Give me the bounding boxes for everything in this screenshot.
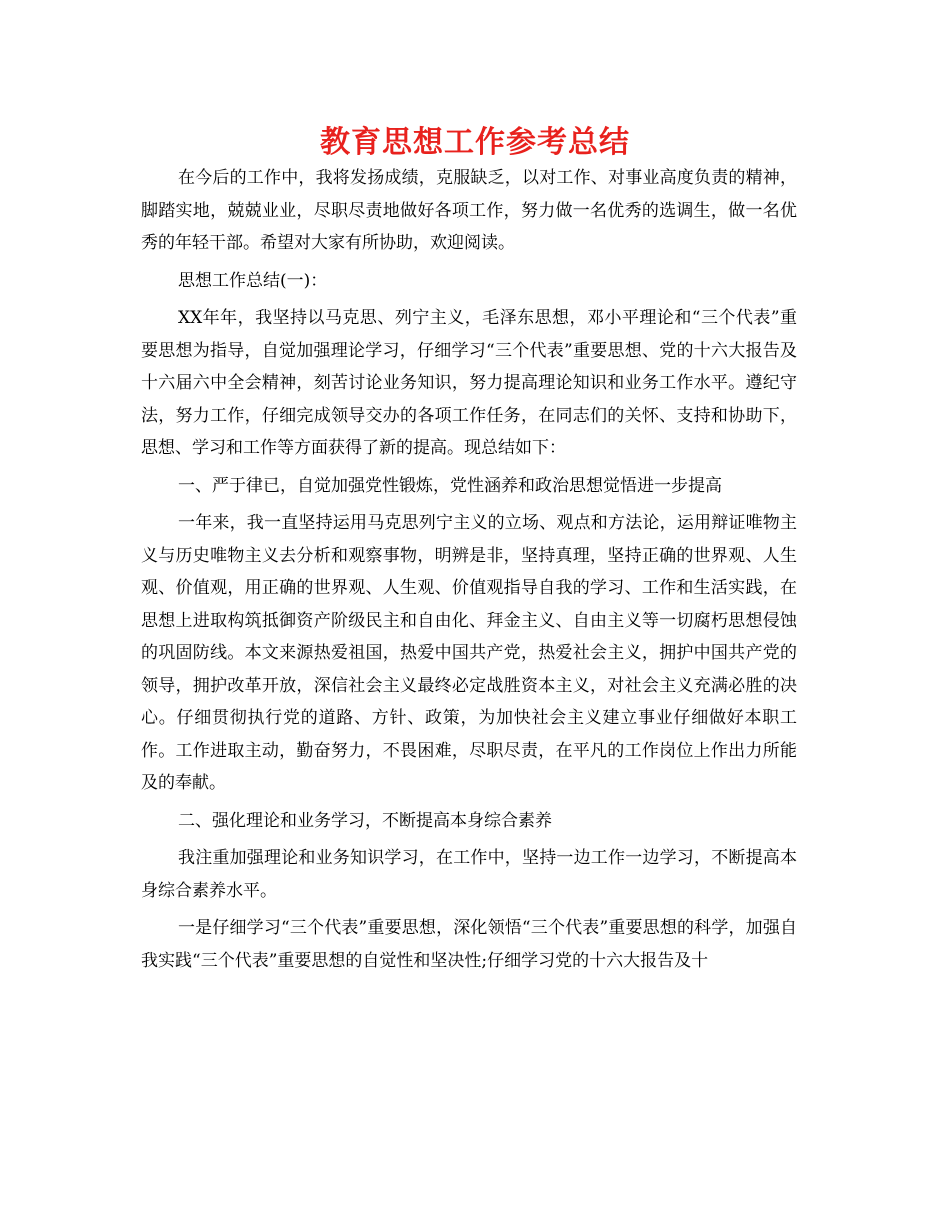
- body-paragraph: 一是仔细学习“三个代表”重要思想，深化领悟“三个代表”重要思想的科学，加强自我实践“三个代表”重要思想的自觉性和坚决性;仔细学习党的十六大报告及十: [141, 918, 797, 971]
- body-paragraph: 一年来，我一直坚持运用马克思列宁主义的立场、观点和方法论，运用辩证唯物主义与历史唯物主义去分析和观察事物，明辨是非，坚持真理，坚持正确的世界观、人生观、价值观，用正确的世界观、人生观、价值观指导自我的学习、工作和生活实践，在思想上进取构筑抵御资产阶级民主和自由化、拜金主义、自由主义等一切腐朽思想侵蚀的巩固防线。本文来源热爱祖国，热爱中国共产党，热爱社会主义，拥护中国共产党的领导，拥护改革开放，深信社会主义最终必定战胜资本主义，对社会主义充满必胜的决心。仔细贯彻执行党的道路、方针、政策，为加快社会主义建立事业仔细做好本职工作。工作进取主动，勤奋努力，不畏困难，尽职尽责，在平凡的工作岗位上作出力所能及的奉献。: [141, 513, 797, 793]
- document-body: [141, 162, 797, 982]
- section-heading: 二、强化理论和业务学习，不断提高本身综合素养: [178, 810, 552, 831]
- section-heading: 思想工作总结(一)：: [178, 270, 328, 291]
- document-title: 教育思想工作参考总结: [320, 125, 630, 160]
- section-heading: 一、严于律已，自觉加强党性锻炼，党性涵养和政治思想觉悟进一步提高: [178, 475, 722, 496]
- body-paragraph: XX年年，我坚持以马克思、列宁主义，毛泽东思想，邓小平理论和“三个代表”重要思想为指导，自觉加强理论学习，仔细学习“三个代表”重要思想、党的十六大报告及十六届六中全会精神，刻苦讨论业务知识，努力提高理论知识和业务工作水平。遵纪守法，努力工作，仔细完成领导交办的各项工作任务，在同志们的关怀、支持和协助下，思想、学习和工作等方面获得了新的提高。现总结如下：: [141, 308, 797, 458]
- intro-paragraph: 在今后的工作中，我将发扬成绩，克服缺乏，以对工作、对事业高度负责的精神，脚踏实地，兢兢业业，尽职尽责地做好各项工作，努力做一名优秀的选调生，做一名优秀的年轻干部。希望对大家有所协助，欢迎阅读。: [141, 168, 797, 253]
- body-paragraph: 我注重加强理论和业务知识学习，在工作中，坚持一边工作一边学习，不断提高本身综合素养水平。: [141, 848, 797, 901]
